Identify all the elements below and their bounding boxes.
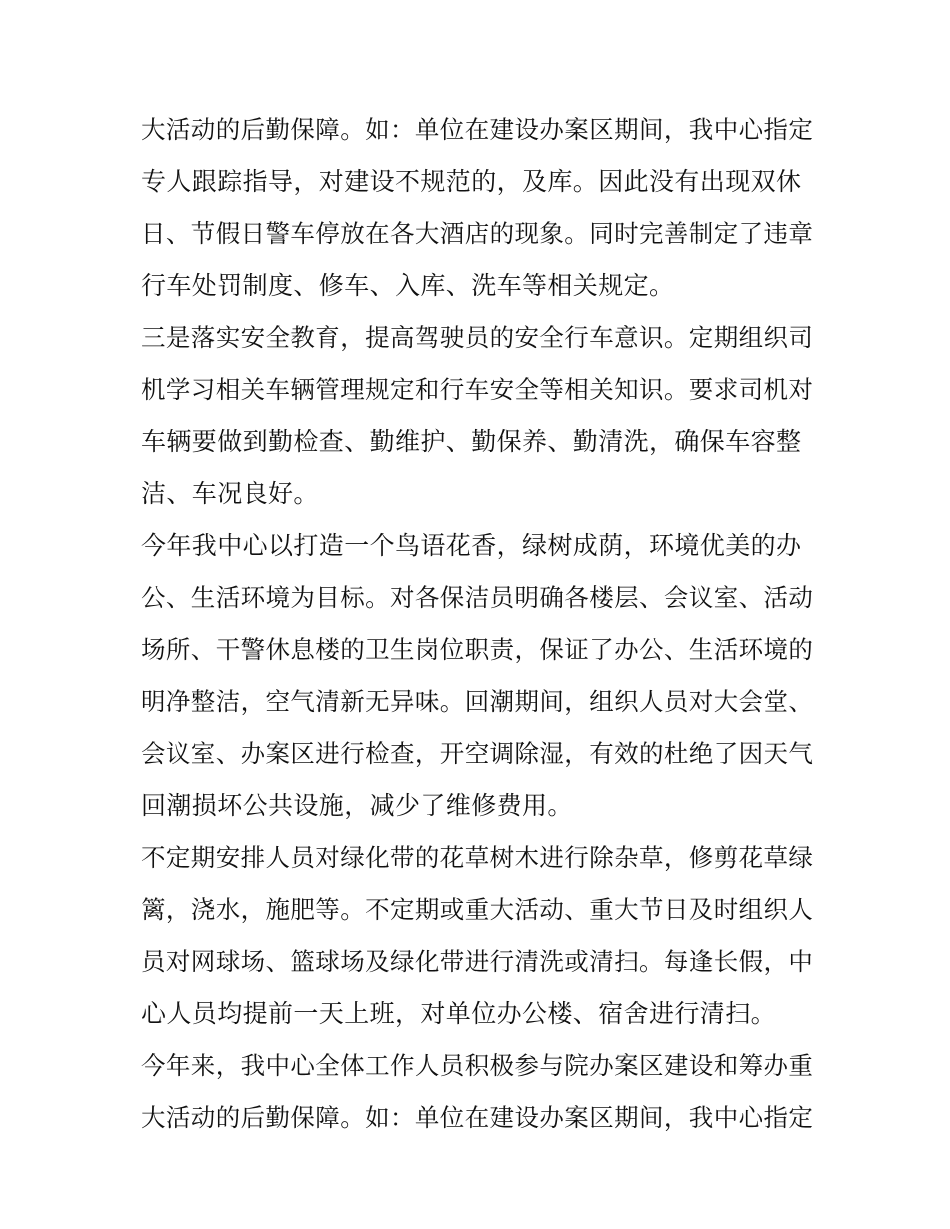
text-line: 车辆要做到勤检查、勤维护、勤保养、勤清洗，确保车容整 bbox=[141, 427, 802, 456]
text-line: 员对网球场、篮球场及绿化带进行清洗或清扫。每逢长假，中 bbox=[141, 947, 814, 976]
text-line: 场所、干警休息楼的卫生岗位职责，保证了办公、生活环境的 bbox=[141, 635, 814, 664]
text-line: 回潮损坏公共设施，减少了维修费用。 bbox=[141, 791, 573, 820]
text-line: 今年我中心以打造一个鸟语花香，绿树成荫，环境优美的办 bbox=[141, 531, 802, 560]
text-line: 三是落实安全教育，提高驾驶员的安全行车意识。定期组织司 bbox=[141, 323, 814, 352]
text-line: 洁、车况良好。 bbox=[141, 479, 319, 508]
text-line: 大活动的后勤保障。如：单位在建设办案区期间，我中心指定 bbox=[141, 115, 814, 144]
text-line: 今年来，我中心全体工作人员积极参与院办案区建设和筹办重 bbox=[141, 1051, 814, 1080]
body-text bbox=[141, 110, 821, 1150]
text-line: 日、节假日警车停放在各大酒店的现象。同时完善制定了违章 bbox=[141, 219, 814, 248]
text-line: 机学习相关车辆管理规定和行车安全等相关知识。要求司机对 bbox=[141, 375, 814, 404]
text-line: 不定期安排人员对绿化带的花草树木进行除杂草，修剪花草绿 bbox=[141, 843, 814, 872]
text-line: 明净整洁，空气清新无异味。回潮期间，组织人员对大会堂、 bbox=[141, 687, 814, 716]
text-line: 篱，浇水，施肥等。不定期或重大活动、重大节日及时组织人 bbox=[141, 895, 814, 924]
text-line: 公、生活环境为目标。对各保洁员明确各楼层、会议室、活动 bbox=[141, 583, 814, 612]
text-line: 会议室、办案区进行检查，开空调除湿，有效的杜绝了因天气 bbox=[141, 739, 814, 768]
text-line: 专人跟踪指导，对建设不规范的，及库。因此没有出现双休 bbox=[141, 167, 802, 196]
text-line: 大活动的后勤保障。如：单位在建设办案区期间，我中心指定 bbox=[141, 1103, 814, 1132]
text-line: 心人员均提前一天上班，对单位办公楼、宿舍进行清扫。 bbox=[141, 999, 777, 1028]
text-line: 行车处罚制度、修车、入库、洗车等相关规定。 bbox=[141, 271, 675, 300]
